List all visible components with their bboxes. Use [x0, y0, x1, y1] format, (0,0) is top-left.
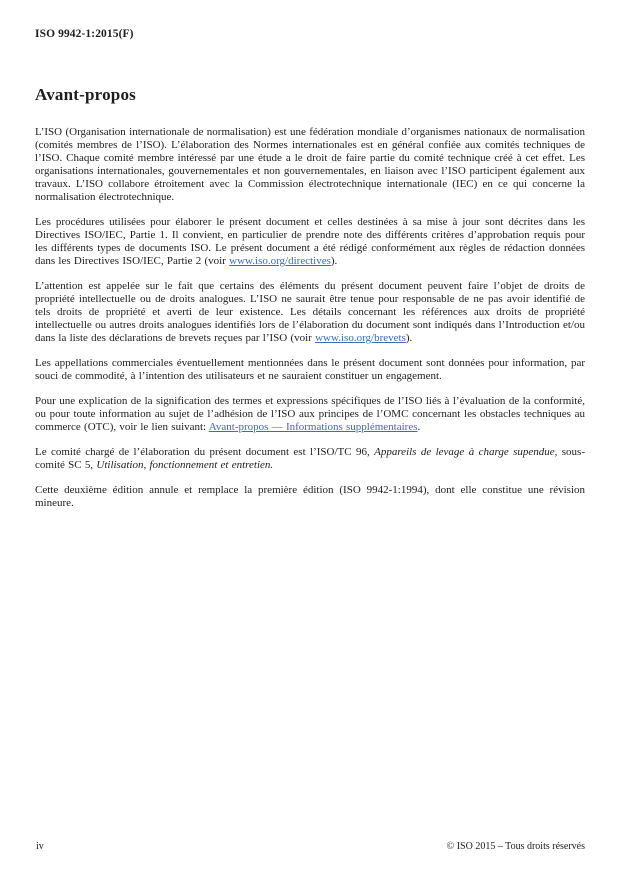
paragraph-iso-intro: L’ISO (Organisation internationale de normalisation) est une fédération mondiale d’organismes nationaux de normalisation (comités membres de l’ISO). L’élaboration des Normes internationales est en général confiée aux comités techniques de l’ISO. Chaque comité membre intéressé par une étude a le droit de faire partie du comité technique créé à cet effet. Les organisations internationales, gouvernementales et non gouvernementales, en liaison avec l’ISO participent également aux travaux. L’ISO collabore étroitement avec la Commission électrotechnique internationale (IEC) en ce qui concerne la normalisation électrotechnique. — [35, 126, 585, 203]
paragraph-patents — [35, 280, 585, 345]
foreword-supplementary-info-link[interactable]: Avant-propos — Informations supplémentaires — [208, 421, 418, 433]
paragraph-procedures-end: ). — [330, 255, 338, 267]
page-number: iv — [36, 841, 44, 852]
paragraph-wto-end: . — [417, 421, 421, 433]
document-reference: ISO 9942-1:2015(F) — [35, 28, 134, 40]
subcommittee-name-italic: Utilisation, fonctionnement et entretien. — [96, 459, 274, 471]
committee-name-italic: Appareils de levage à charge supendue — [374, 446, 555, 458]
paragraph-committee — [35, 446, 585, 472]
paragraph-patents-text: L’attention est appelée sur le fait que certains des éléments du présent document peuvent faire l’objet de droits de propriété intellectuelle ou de droits analogues. L’ISO ne saurait être tenue pour responsable de ne pas avoir identifié de tels droits de propriété et averti de leur existence. Les détails concernant les références aux droits de propriété intellectuelle ou autres droits analogues identifiés lors de l’élaboration du document sont indiqués dans l’Introduction et/ou dans la liste des déclarations de brevets reçues par l’ISO (voir — [35, 280, 585, 344]
copyright-notice: © ISO 2015 – Tous droits réservés — [446, 841, 585, 852]
foreword-body — [35, 126, 585, 510]
page-title: Avant-propos — [35, 85, 136, 104]
paragraph-procedures — [35, 216, 585, 268]
page-footer — [36, 841, 585, 852]
paragraph-procedures-text: Les procédures utilisées pour élaborer le présent document et celles destinées à sa mise à jour sont décrites dans les Directives ISO/IEC, Partie 1. Il convient, en particulier de prendre note des différents critères d’approbation requis pour les différents types de documents ISO. Le présent document a été rédigé conformément aux règles de rédaction données dans les Directives ISO/IEC, Partie 2 (voir — [35, 216, 585, 267]
paragraph-patents-end: ). — [405, 332, 413, 344]
paragraph-committee-mid: , sous-comité SC 5, — [35, 446, 585, 471]
paragraph-wto-text: Pour une explication de la signification des termes et expressions spécifiques de l’ISO liés à l’évaluation de la conformité, ou pour toute information au sujet de l’adhésion de l’ISO aux principes de l’OMC concernant les obstacles techniques au commerce (OTC), voir le lien suivant: — [35, 395, 585, 433]
directives-link[interactable]: www.iso.org/directives — [229, 255, 331, 267]
paragraph-trade-names: Les appellations commerciales éventuellement mentionnées dans le présent document sont données pour information, par souci de commodité, à l’intention des utilisateurs et ne sauraient constituer un engagement. — [35, 357, 585, 382]
paragraph-wto — [35, 395, 585, 434]
paragraph-edition: Cette deuxième édition annule et remplace la première édition (ISO 9942-1:1994), dont elle constitue une révision mineure. — [35, 484, 585, 509]
paragraph-committee-text: Le comité chargé de l’élaboration du présent document est l’ISO/TC 96, — [35, 446, 375, 458]
brevets-link[interactable]: www.iso.org/brevets — [315, 332, 406, 344]
